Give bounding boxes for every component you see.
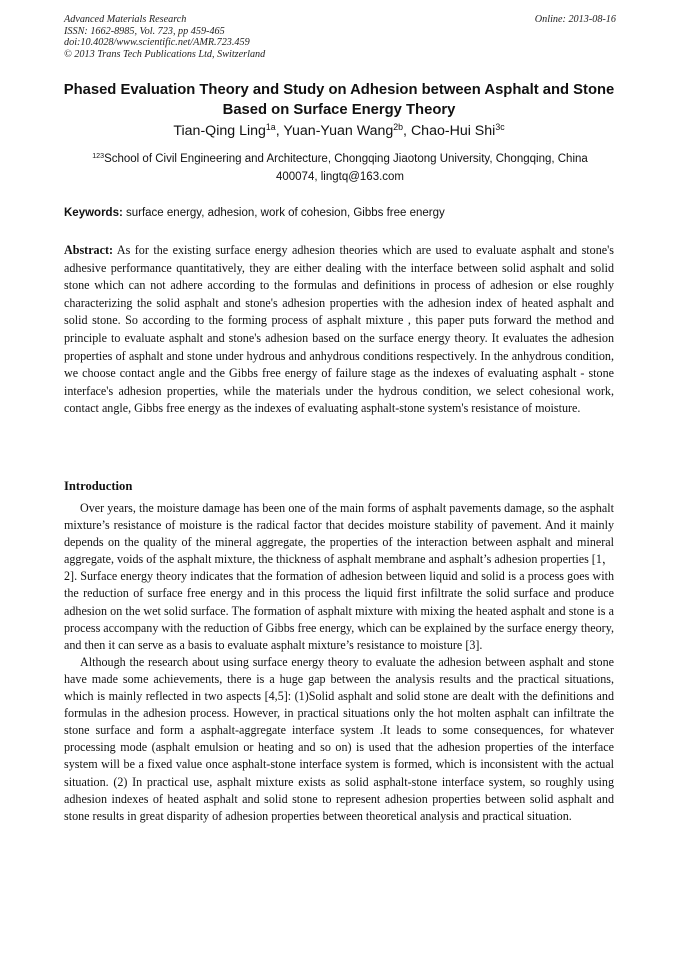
paragraph: Over years, the moisture damage has been one of the main forms of asphalt pavements damage, so the asphalt mixture’s resistance of moisture is the radical factor that decides moisture stability of pavement. And it mainly depends on the quality of the mineral aggregate, the properties of the interaction between asphalt and mineral aggregate, voids of the asphalt mixture, the thickness of asphalt membrane and asphalt’s adhesion properties [1，2]. Surface energy theory indicates that the formation of adhesion between liquid and solid is a process goes with the reduction of surface free energy and in this process the liquid first infiltrate the solid surface and produce adhesion on the wet solid surface. The formation of asphalt mixture with mixing the heated asphalt and stone is a process accompany with the reduction of Gibbs free energy, which can be explained by the surface energy theory, and then it can serve as a basis to evaluate asphalt mixture’s resistance to moisture [3].	[64, 501, 614, 652]
author-superscript: 3c	[495, 122, 505, 133]
keywords-label: Keywords:	[64, 207, 123, 219]
author-name: Chao-Hui Shi	[410, 123, 496, 139]
author-superscript: 1a	[265, 122, 276, 133]
online-date: Online: 2013-08-16	[534, 14, 616, 25]
issn-line: ISSN: 1662-8985, Vol. 723, pp 459-465	[64, 25, 225, 37]
author-list: Tian-Qing Ling$^{1a}$, Yuan-Yuan Wang$^{2b}$, Chao-Hui Shi$^{3c}$	[173, 122, 505, 139]
introduction-body	[64, 500, 614, 825]
abstract	[64, 242, 614, 418]
journal-header	[64, 14, 616, 60]
abstract-label: Abstract:	[64, 243, 114, 257]
doi-line: doi:10.4028/www.scientific.net/AMR.723.459	[64, 37, 250, 49]
affiliation	[60, 150, 620, 186]
affiliation-line-1: School of Civil Engineering and Architecture, Chongqing Jiaotong University, Chongqing, China	[104, 153, 588, 165]
paper-title: Phased Evaluation Theory and Study on Adhesion between Asphalt and Stone Based on Surface Energy Theory	[63, 82, 615, 118]
affiliation-line-2: 400074, lingtq@163.com	[275, 171, 405, 183]
paragraph: Although the research about using surface energy theory to evaluate the adhesion between asphalt and stone have made some achievements, there is a huge gap between the analysis results and the practical situations, which is mainly reflected in two aspects [4,5]: (1)Solid asphalt and solid stone are dealt with the definitions and formulas in the adhesion process. However, in practical situations only the hot molten asphalt can infiltrate the stone surface and form a asphalt-aggregate interface system .It leads to some consequences, for whatever processing mode (asphalt emulsion or heating and so on) is used that the adhesion properties of the interface system will be a fixed value once asphalt-stone interface system is formed, which is inconsistent with the actual situation. (2) In practical use, asphalt mixture exists as solid asphalt-stone interface system, so roughly using adhesion indexes of heated asphalt and solid stone to represent adhesion properties between solid asphalt and stone results in great disparity of adhesion properties between theoretical analysis and practical situation.	[64, 654, 614, 823]
keywords-text: surface energy, adhesion, work of cohesion, Gibbs free energy	[122, 207, 445, 219]
author-name: Yuan-Yuan Wang	[283, 123, 394, 139]
keywords	[64, 205, 616, 221]
copyright-line: © 2013 Trans Tech Publications Ltd, Switzerland	[64, 48, 266, 60]
abstract-text: As for the existing surface energy adhesion theories which are used to evaluate asphalt and stone's adhesive performance quantitatively, they are either dealing with the interface between solid asphalt and solid stone which can not adhere according to the formulas and definitions in process of adhesion or else roughly characterizing the solid asphalt and stone's adhesion properties with the adhesion index of heated asphalt and solid stone. So according to the forming process of asphalt mixture , this paper puts forward the method and principle to evaluate asphalt and stone's adhesion based on the surface energy theory. It evaluates the adhesion properties of asphalt and stone under hydrous and anhydrous conditions respectively. In the anhydrous condition, we choose contact angle and the Gibbs free energy of failure stage as the indexes of evaluating asphalt - stone interface's adhesion properties, while the materials under the hydrous condition, we select cohesional work, contact angle, Gibbs free energy as the indexes of evaluating asphalt-stone system's resistance of moisture.	[64, 243, 614, 416]
journal-name: Advanced Materials Research	[64, 14, 187, 25]
affiliation-superscript: 123	[92, 152, 105, 161]
section-heading-introduction: Introduction	[64, 479, 133, 493]
author-superscript: 2b	[393, 122, 404, 133]
author-name: Tian-Qing Ling	[173, 123, 266, 139]
